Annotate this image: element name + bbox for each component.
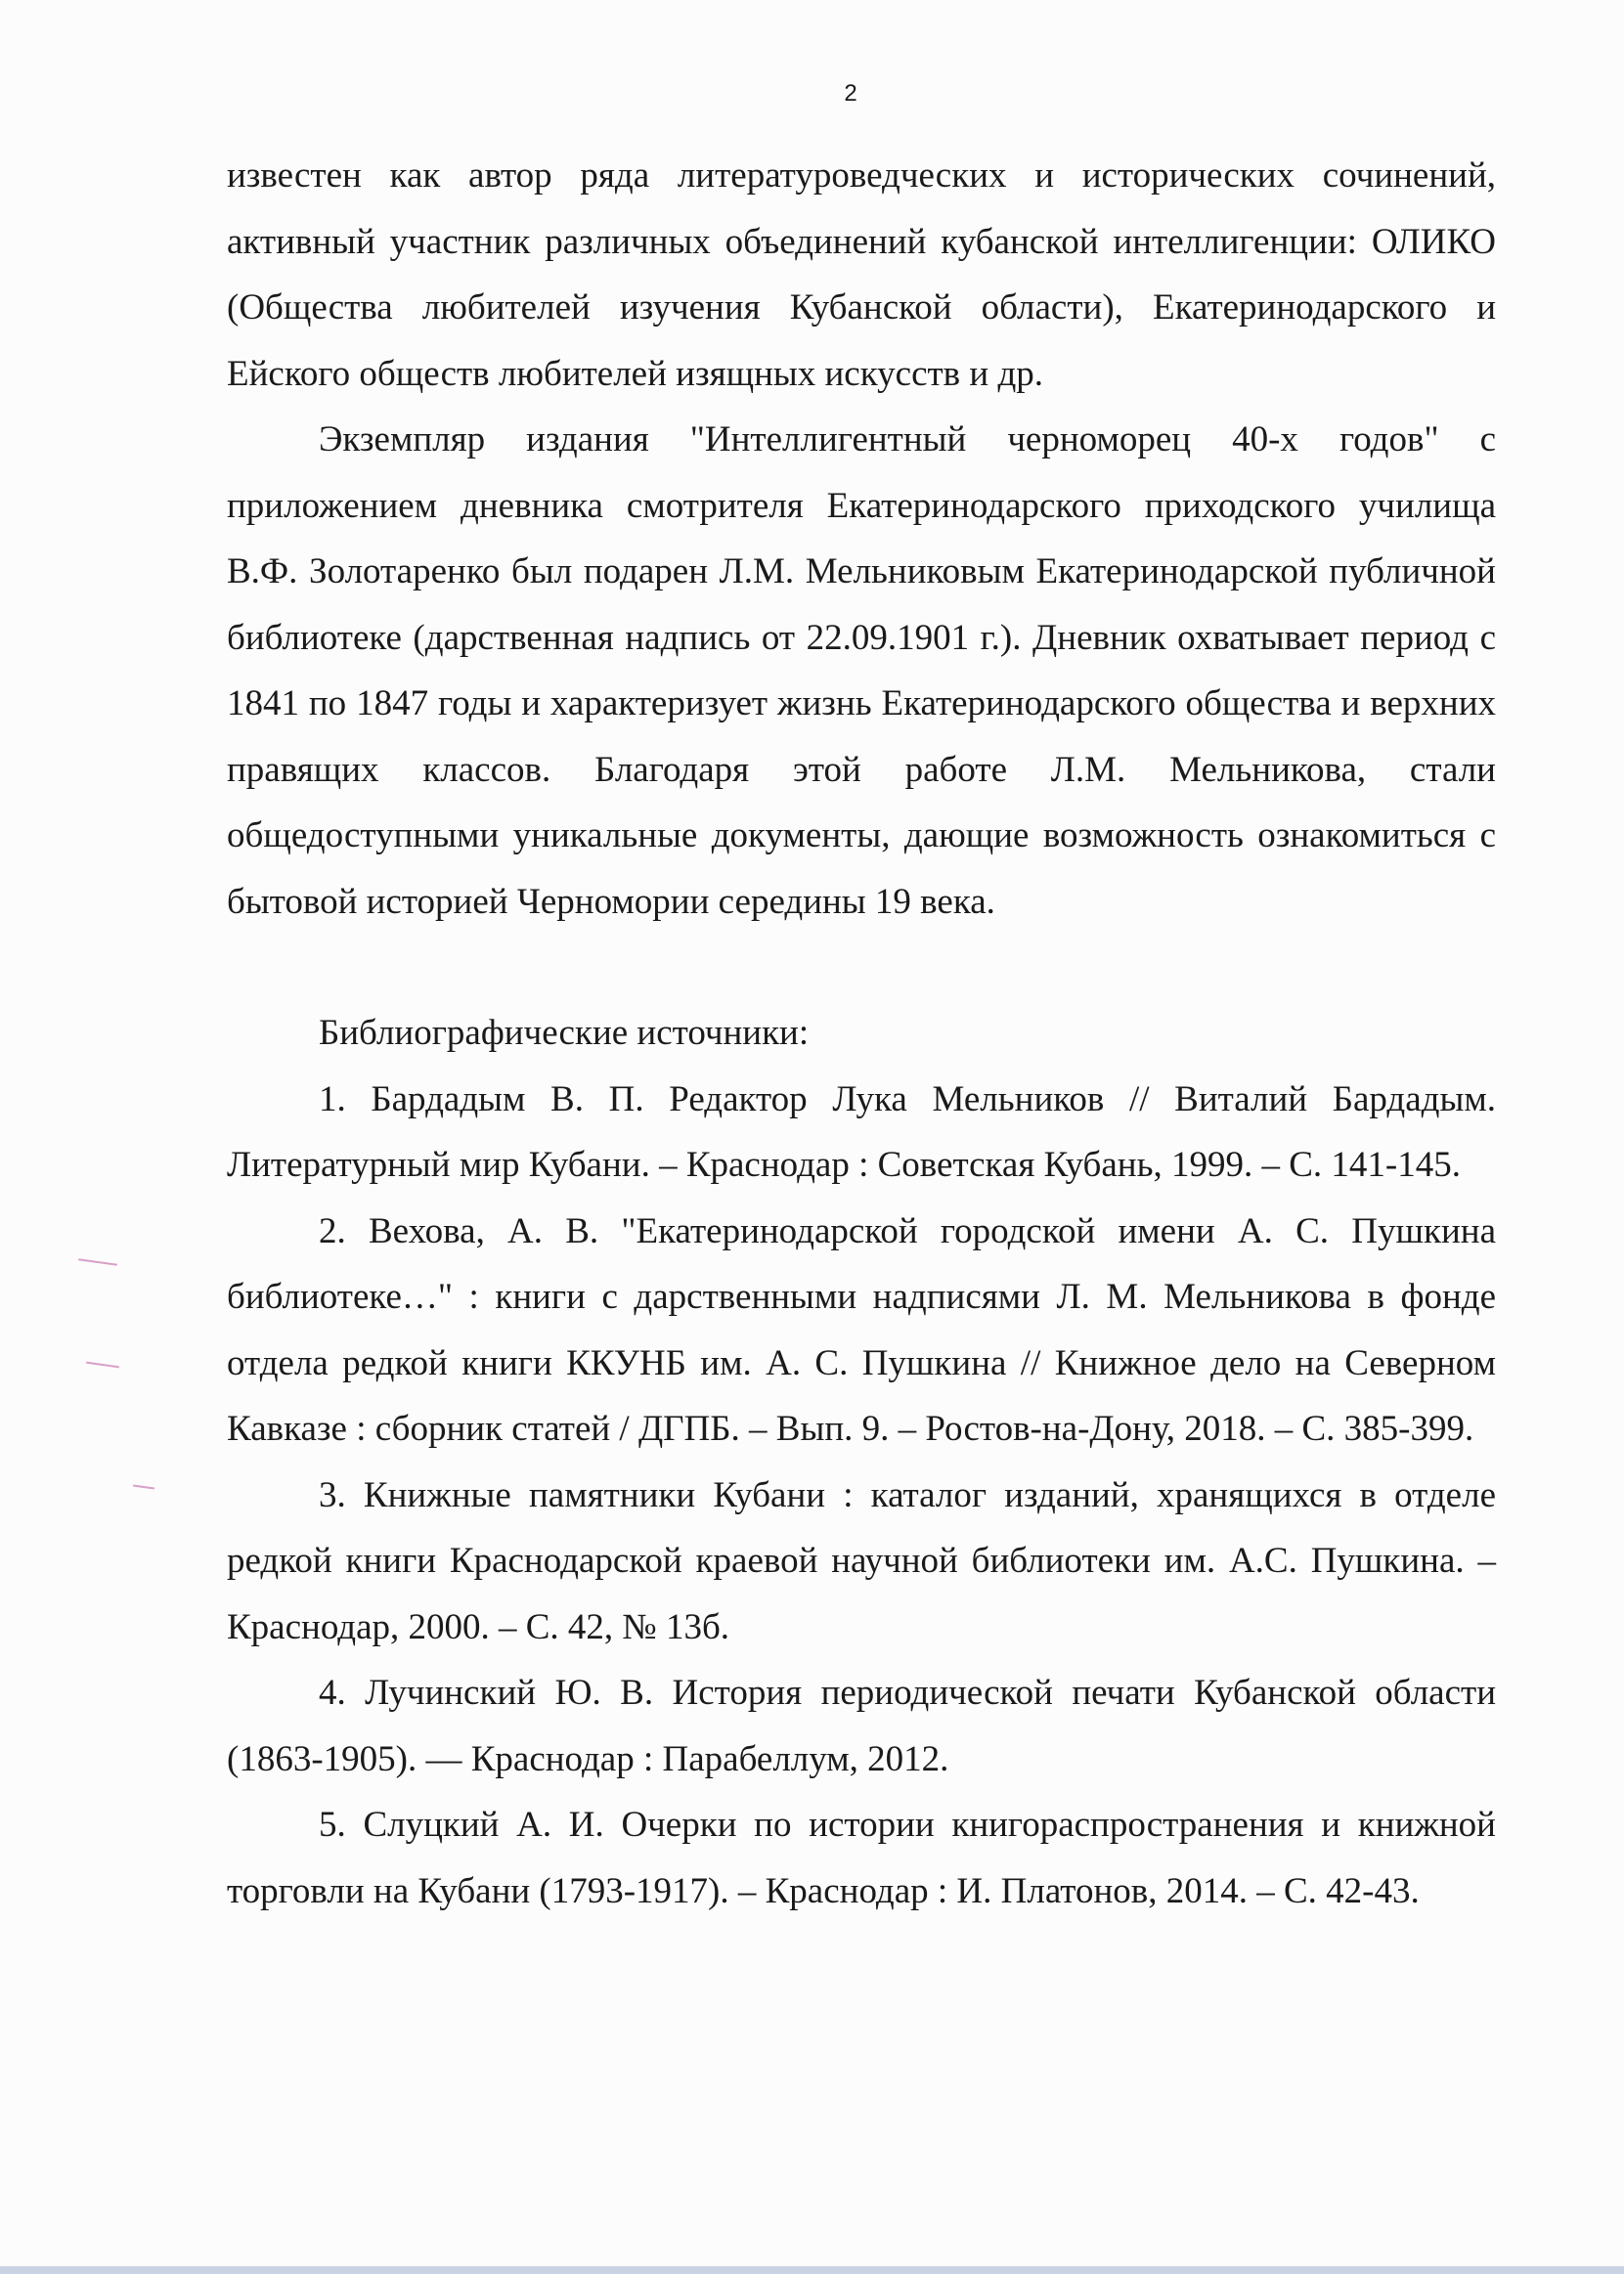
- scan-artifact-mark: [133, 1484, 154, 1489]
- bibliography-item: 3. Книжные памятники Кубани : каталог изданий, хранящихся в отделе редкой книги Краснодарской краевой научной библиотеки им. А.С. Пушкина. – Краснодар, 2000. – С. 42, № 13б.: [227, 1474, 1496, 1647]
- bibliography-item: 1. Бардадым В. П. Редактор Лука Мельников // Виталий Бардадым. Литературный мир Кубани. – Краснодар : Советская Кубань, 1999. – С. 141-145.: [227, 1078, 1496, 1185]
- scan-bottom-edge: [0, 2266, 1624, 2274]
- section-spacer: [227, 935, 1496, 1000]
- bibliography-item: 2. Вехова, А. В. "Екатеринодарской городской имени А. С. Пушкина библиотеке…" : книги с дарственными надписями Л. М. Мельникова в фонде отдела редкой книги ККУНБ им. А. С. Пушкина // Книжное дело на Северном Кавказе : сборник статей / ДГПБ. – Вып. 9. – Ростов-на-Дону, 2018. – С. 385-399.: [227, 1210, 1496, 1449]
- scan-artifact-mark: [78, 1258, 117, 1266]
- bibliography-item: 4. Лучинский Ю. В. История периодической печати Кубанской области (1863-1905). — Краснодар : Парабеллум, 2012.: [227, 1673, 1496, 1779]
- paragraph: Экземпляр издания "Интеллигентный черноморец 40-х годов" с приложением дневника смотрителя Екатеринодарского приходского училища В.Ф. Золотаренко был подарен Л.М. Мельниковым Екатеринодарской публичной библиотеке (дарственная надпись от 22.09.1901 г.). Дневник охватывает период с 1841 по 1847 годы и характеризует жизнь Екатеринодарского общества и верхних правящих классов. Благодаря этой работе Л.М. Мельникова, стали общедоступными уникальные документы, дающие возможность ознакомиться с бытовой историей Черномории середины 19 века.: [227, 419, 1496, 922]
- document-body: [227, 143, 1496, 1924]
- paragraph-continued: известен как автор ряда литературоведческих и исторических сочинений, активный участник различных объединений кубанской интеллигенции: ОЛИКО (Общества любителей изучения Кубанской области), Екатеринодарского и Ейского обществ любителей изящных искусств и др.: [227, 155, 1496, 394]
- scan-artifact-mark: [86, 1362, 119, 1369]
- page-number: 2: [844, 80, 857, 107]
- bibliography-item: 5. Слуцкий А. И. Очерки по истории книгораспространения и книжной торговли на Кубани (1793-1917). – Краснодар : И. Платонов, 2014. – С. 42-43.: [227, 1805, 1496, 1911]
- bibliography-heading: Библиографические источники:: [319, 1013, 810, 1053]
